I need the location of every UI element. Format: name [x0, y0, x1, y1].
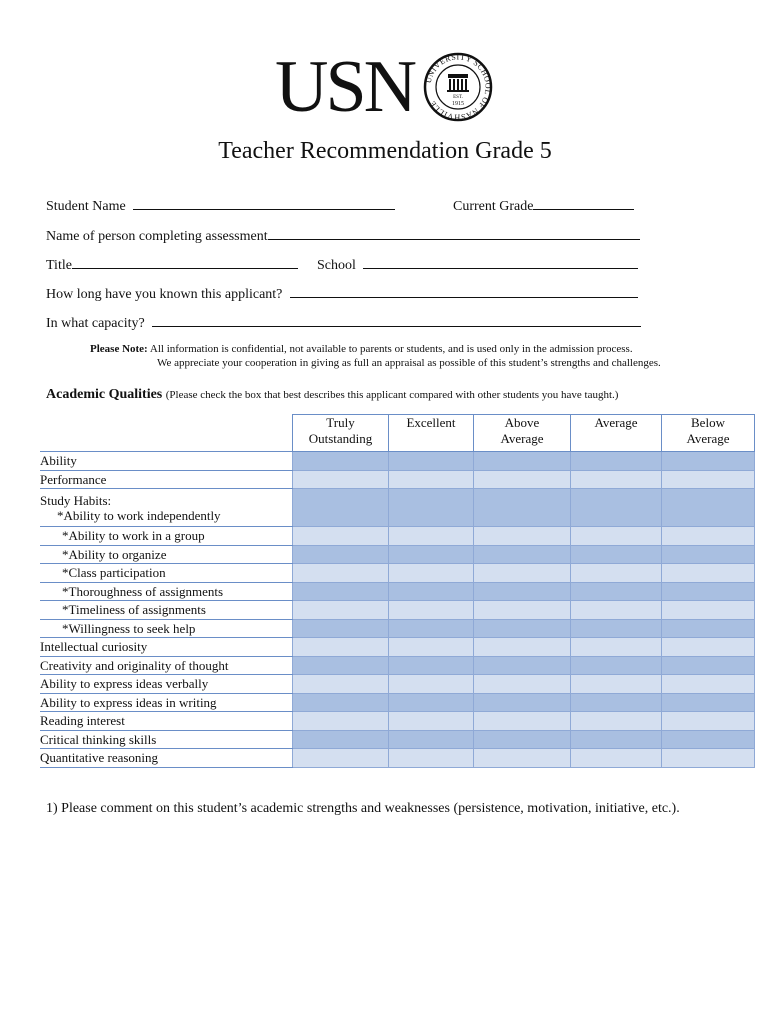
rating-cell-average[interactable] — [571, 452, 662, 471]
rating-cell-truly-outstanding[interactable] — [293, 527, 389, 546]
row-label — [40, 601, 293, 620]
row-label-text: Critical thinking skills — [40, 731, 157, 747]
how-long-field[interactable] — [290, 284, 638, 298]
rating-cell-below-average[interactable] — [662, 749, 755, 768]
rating-cell-above-average[interactable] — [474, 656, 571, 675]
rating-cell-excellent[interactable] — [389, 545, 474, 564]
rating-cell-average[interactable] — [571, 564, 662, 583]
row-label — [40, 452, 293, 471]
row-label — [40, 619, 293, 638]
current-grade-field[interactable] — [533, 196, 634, 210]
rating-cell-average[interactable] — [571, 489, 662, 527]
rating-cell-average[interactable] — [571, 527, 662, 546]
table-row — [40, 675, 755, 694]
capacity-label: In what capacity? — [46, 316, 145, 331]
row-label-text: Reading interest — [40, 713, 125, 729]
note-line-2: We appreciate your cooperation in giving as full an appraisal as possible of this student’s strengths and challenges. — [157, 357, 661, 369]
confidentiality-note — [90, 342, 750, 370]
rating-cell-average[interactable] — [571, 712, 662, 731]
rating-cell-below-average[interactable] — [662, 489, 755, 527]
page-title: Teacher Recommendation Grade 5 — [218, 138, 552, 164]
rating-cell-above-average[interactable] — [474, 452, 571, 471]
row-label — [40, 656, 293, 675]
col-header-average: Average — [571, 415, 662, 452]
rating-cell-below-average[interactable] — [662, 582, 755, 601]
rating-cell-above-average[interactable] — [474, 601, 571, 620]
how-long-row — [46, 284, 638, 304]
row-label — [40, 693, 293, 712]
rating-cell-truly-outstanding[interactable] — [293, 582, 389, 601]
rating-cell-excellent[interactable] — [389, 675, 474, 694]
rating-cell-above-average[interactable] — [474, 527, 571, 546]
note-label: Please Note: — [90, 343, 148, 355]
table-header-row — [40, 415, 755, 452]
school-row — [317, 255, 638, 275]
table-row — [40, 545, 755, 564]
row-label-text: Intellectual curiosity — [40, 639, 148, 655]
rating-cell-excellent[interactable] — [389, 656, 474, 675]
seal-year: 1915 — [452, 101, 464, 107]
table-row — [40, 656, 755, 675]
row-label-text: *Willingness to seek help — [62, 620, 196, 636]
table-row — [40, 730, 755, 749]
rating-cell-truly-outstanding[interactable] — [293, 601, 389, 620]
rating-cell-truly-outstanding[interactable] — [293, 452, 389, 471]
table-row — [40, 527, 755, 546]
rating-cell-above-average[interactable] — [474, 470, 571, 489]
rating-cell-excellent[interactable] — [389, 693, 474, 712]
table-row — [40, 601, 755, 620]
col-header-above-average: Above Average — [474, 415, 571, 452]
rating-cell-below-average[interactable] — [662, 675, 755, 694]
person-completing-field[interactable] — [268, 226, 640, 240]
table-row — [40, 749, 755, 768]
table-row — [40, 619, 755, 638]
academic-qualities-instructions: (Please check the box that best describes this applicant compared with other students you have taught.) — [165, 389, 619, 401]
rating-cell-excellent[interactable] — [389, 619, 474, 638]
school-logo — [275, 46, 495, 128]
col-header-truly-outstanding: Truly Outstanding — [293, 415, 389, 452]
rating-cell-below-average[interactable] — [662, 527, 755, 546]
rating-cell-truly-outstanding[interactable] — [293, 545, 389, 564]
row-label-text-2: *Ability to work independently — [57, 507, 221, 523]
row-label — [40, 675, 293, 694]
rating-cell-truly-outstanding[interactable] — [293, 619, 389, 638]
rating-cell-below-average[interactable] — [662, 693, 755, 712]
rating-cell-above-average[interactable] — [474, 749, 571, 768]
seal-est: EST. — [453, 95, 463, 100]
rating-cell-truly-outstanding[interactable] — [293, 564, 389, 583]
table-row — [40, 693, 755, 712]
table-row — [40, 489, 755, 527]
rating-cell-above-average[interactable] — [474, 675, 571, 694]
row-label-text: Creativity and originality of thought — [40, 657, 229, 673]
seal-text: UNIVERSITY SCHOOL OF NASHVILLE — [423, 52, 493, 122]
table-row — [40, 452, 755, 471]
rating-cell-above-average[interactable] — [474, 712, 571, 731]
rating-cell-excellent[interactable] — [389, 470, 474, 489]
title-row — [46, 255, 298, 275]
title-field[interactable] — [72, 255, 298, 269]
table-row — [40, 638, 755, 657]
rating-cell-truly-outstanding[interactable] — [293, 675, 389, 694]
rating-cell-excellent[interactable] — [389, 489, 474, 527]
row-label-text: Ability — [40, 453, 77, 469]
rating-cell-average[interactable] — [571, 601, 662, 620]
table-row — [40, 564, 755, 583]
student-name-row — [46, 196, 395, 216]
rating-cell-above-average[interactable] — [474, 582, 571, 601]
row-label-text: *Thoroughness of assignments — [62, 583, 224, 599]
row-label-text: Ability to express ideas verbally — [40, 676, 209, 692]
rating-cell-truly-outstanding[interactable] — [293, 712, 389, 731]
rating-cell-excellent[interactable] — [389, 527, 474, 546]
rating-cell-excellent[interactable] — [389, 601, 474, 620]
rating-cell-average[interactable] — [571, 675, 662, 694]
row-label — [40, 545, 293, 564]
table-row — [40, 712, 755, 731]
rating-cell-excellent[interactable] — [389, 712, 474, 731]
school-label: School — [317, 258, 356, 273]
rating-cell-average[interactable] — [571, 619, 662, 638]
row-label — [40, 749, 293, 768]
row-label-text: *Class participation — [62, 565, 166, 581]
capacity-field[interactable] — [152, 313, 641, 327]
rating-cell-average[interactable] — [571, 545, 662, 564]
rating-cell-excellent[interactable] — [389, 638, 474, 657]
capacity-row — [46, 313, 641, 333]
rating-cell-below-average[interactable] — [662, 470, 755, 489]
row-label — [40, 582, 293, 601]
school-seal-icon — [423, 52, 493, 122]
student-name-label: Student Name — [46, 199, 126, 214]
header-blank-cell — [40, 415, 293, 452]
row-label — [40, 712, 293, 731]
row-label — [40, 489, 293, 527]
person-completing-row — [46, 226, 640, 246]
rating-cell-below-average[interactable] — [662, 712, 755, 731]
rating-cell-truly-outstanding[interactable] — [293, 470, 389, 489]
rating-cell-excellent[interactable] — [389, 452, 474, 471]
rating-cell-truly-outstanding[interactable] — [293, 693, 389, 712]
row-label-text: *Timeliness of assignments — [62, 602, 206, 618]
col-header-excellent: Excellent — [389, 415, 474, 452]
school-field[interactable] — [363, 255, 638, 269]
row-label-text: Ability to express ideas in writing — [40, 694, 217, 710]
rating-cell-excellent[interactable] — [389, 730, 474, 749]
row-label — [40, 730, 293, 749]
row-label-text: Performance — [40, 471, 107, 487]
academic-qualities-table — [40, 414, 755, 768]
rating-cell-excellent[interactable] — [389, 564, 474, 583]
rating-cell-above-average[interactable] — [474, 638, 571, 657]
rating-cell-above-average[interactable] — [474, 693, 571, 712]
row-label-text: Quantitative reasoning — [40, 750, 159, 766]
col-header-below-average: Below Average — [662, 415, 755, 452]
rating-cell-truly-outstanding[interactable] — [293, 489, 389, 527]
row-label-text: *Ability to organize — [62, 546, 167, 562]
rating-cell-above-average[interactable] — [474, 545, 571, 564]
academic-qualities-heading-row — [46, 386, 618, 404]
title-label: Title — [46, 258, 72, 273]
rating-cell-truly-outstanding[interactable] — [293, 749, 389, 768]
current-grade-row — [453, 196, 634, 216]
rating-cell-above-average[interactable] — [474, 489, 571, 527]
row-label-text: *Ability to work in a group — [62, 528, 205, 544]
rating-cell-excellent[interactable] — [389, 749, 474, 768]
rating-cell-average[interactable] — [571, 638, 662, 657]
rating-cell-below-average[interactable] — [662, 564, 755, 583]
table-row — [40, 470, 755, 489]
rating-cell-average[interactable] — [571, 749, 662, 768]
person-completing-label: Name of person completing assessment — [46, 229, 268, 244]
rating-cell-below-average[interactable] — [662, 638, 755, 657]
how-long-label: How long have you known this applicant? — [46, 287, 283, 302]
rating-cell-average[interactable] — [571, 470, 662, 489]
rating-cell-truly-outstanding[interactable] — [293, 638, 389, 657]
row-label-text: Study Habits: — [40, 492, 112, 508]
rating-cell-average[interactable] — [571, 582, 662, 601]
question-1: 1) Please comment on this student’s academic strengths and weaknesses (persistence, motivation, initiative, etc.). — [46, 801, 680, 816]
row-label — [40, 527, 293, 546]
rating-cell-truly-outstanding[interactable] — [293, 656, 389, 675]
rating-cell-average[interactable] — [571, 730, 662, 749]
rating-cell-below-average[interactable] — [662, 656, 755, 675]
current-grade-label: Current Grade — [453, 199, 534, 214]
rating-cell-below-average[interactable] — [662, 452, 755, 471]
academic-qualities-heading: Academic Qualities — [46, 387, 163, 402]
rating-cell-above-average[interactable] — [474, 619, 571, 638]
logo-letters: USN — [275, 46, 415, 128]
rating-cell-below-average[interactable] — [662, 545, 755, 564]
rating-cell-excellent[interactable] — [389, 582, 474, 601]
row-label — [40, 470, 293, 489]
rating-cell-below-average[interactable] — [662, 619, 755, 638]
rating-cell-average[interactable] — [571, 656, 662, 675]
rating-cell-average[interactable] — [571, 693, 662, 712]
rating-cell-below-average[interactable] — [662, 730, 755, 749]
rating-cell-above-average[interactable] — [474, 730, 571, 749]
student-name-field[interactable] — [133, 196, 395, 210]
rating-cell-truly-outstanding[interactable] — [293, 730, 389, 749]
rating-cell-above-average[interactable] — [474, 564, 571, 583]
row-label — [40, 564, 293, 583]
row-label — [40, 638, 293, 657]
rating-cell-below-average[interactable] — [662, 601, 755, 620]
table-row — [40, 582, 755, 601]
note-line-1: All information is confidential, not available to parents or students, and is used only in the admission process. — [149, 343, 633, 355]
